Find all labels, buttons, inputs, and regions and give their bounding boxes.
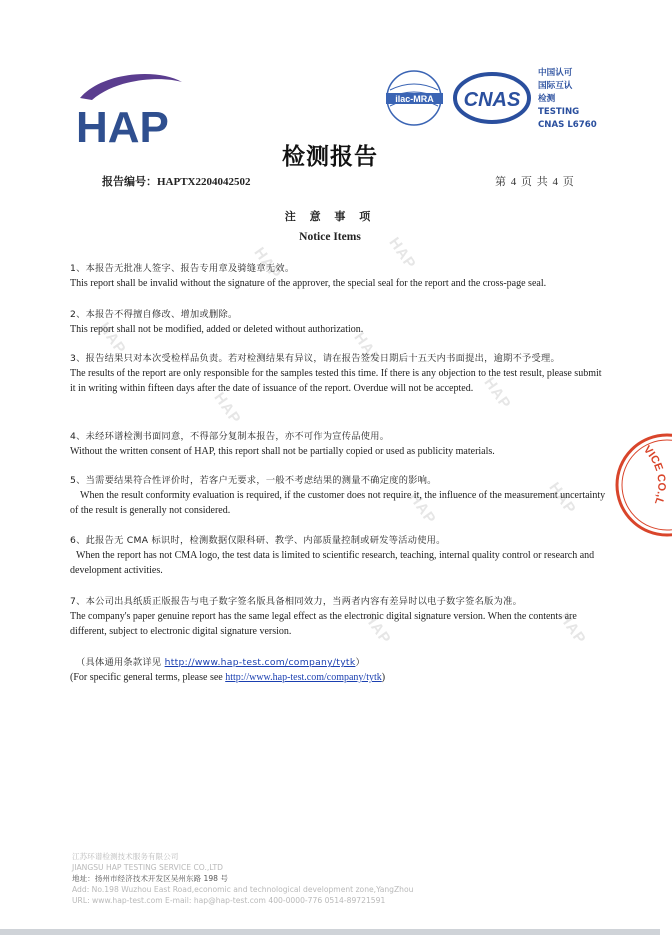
terms-link[interactable]: http://www.hap-test.com/company/tytk xyxy=(225,672,382,683)
notice-item-2 xyxy=(70,307,608,337)
notice-item-en: This report shall be invalid without the signature of the approver, the special seal for the report and the cross-page seal. xyxy=(70,278,547,289)
notice-item-7 xyxy=(70,594,608,639)
cross-page-seal xyxy=(612,430,672,540)
notice-item-cn: 4、未经环谱检测书面同意，不得部分复制本报告，亦不可作为宣传品使用。 xyxy=(70,431,390,442)
notice-item-en: When the result conformity evaluation is required, if the customer does not require it, the influence of the measurement uncertainty of the result is generally not considered. xyxy=(70,490,606,516)
notice-item-4 xyxy=(70,429,608,459)
terms-text: ） xyxy=(355,657,365,668)
general-terms-en xyxy=(70,670,608,685)
terms-text: （具体通用条款详见 xyxy=(76,657,165,668)
watermark: HAP xyxy=(210,389,245,428)
svg-text:CNAS: CNAS xyxy=(463,89,521,111)
cnas-line: TESTING xyxy=(538,106,580,117)
notice-heading-cn: 注 意 事 项 xyxy=(284,210,376,223)
general-terms xyxy=(70,655,608,685)
report-number: 报告编号：HAPTX2204042502 xyxy=(102,176,251,188)
terms-link[interactable]: http://www.hap-test.com/company/tytk xyxy=(164,657,356,668)
watermark: HAP xyxy=(250,244,285,283)
watermark: HAP xyxy=(545,479,580,518)
footer xyxy=(72,851,413,906)
accreditation-logos xyxy=(384,68,534,130)
footer-contact: URL: www.hap-test.com E-mail: hap@hap-test.com 400-0000-776 0514-89721591 xyxy=(72,896,386,905)
ilac-mra-logo xyxy=(386,71,443,125)
svg-text:VICE CO.,L: VICE CO.,L xyxy=(640,443,668,507)
notice-item-3 xyxy=(70,351,608,396)
watermark: HAP xyxy=(480,374,515,413)
svg-text:HAP: HAP xyxy=(76,103,169,152)
cnas-logo xyxy=(455,74,529,122)
notice-heading-en: Notice Items xyxy=(299,231,361,243)
cnas-line: 检测 xyxy=(538,93,556,104)
terms-text: (For specific general terms, please see xyxy=(70,672,226,683)
terms-text: ) xyxy=(381,672,386,683)
notice-item-cn: 2、本报告不得擅自修改、增加或删除。 xyxy=(70,309,238,320)
notice-item-en: The results of the report are only responsible for the samples tested this time. If there is any objection to the test result, please submit it in writing within fifteen days after the date of issuance of the report. Overdue will not be accepted. xyxy=(70,368,602,394)
notice-item-cn: 5、当需要结果符合性评价时，若客户无要求，一般不考虑结果的测量不确定度的影响。 xyxy=(70,475,437,486)
footer-address-cn: 地址：扬州市经济技术开发区吴州东路 198 号 xyxy=(72,874,229,883)
notice-item-en: When the report has not CMA logo, the test data is limited to scientific research, teaching, internal quality control or research and development activities. xyxy=(70,550,595,576)
notice-item-cn: 3、报告结果只对本次受检样品负责。若对检测结果有异议，请在报告签发日期后十五天内书面提出，逾期不予受理。 xyxy=(70,353,561,364)
watermark: HAP xyxy=(385,234,420,273)
notice-item-en: Without the written consent of HAP, this report shall not be partially copied or used as publicity materials. xyxy=(70,446,495,457)
footer-company-cn: 江苏环谱检测技术服务有限公司 xyxy=(72,852,179,861)
cnas-line: CNAS L6760 xyxy=(538,119,597,130)
notice-item-6 xyxy=(70,533,608,578)
notice-item-1 xyxy=(70,261,608,291)
notice-item-cn: 7、本公司出具纸质正版报告与电子数字签名版具备相同效力，当两者内容有差异时以电子数字签名版为准。 xyxy=(70,596,523,607)
page-indicator: 第 4 页 共 4 页 xyxy=(495,176,574,188)
cnas-line: 国际互认 xyxy=(538,80,573,91)
watermark: HAP xyxy=(405,489,440,528)
footer-company-en: JIANGSU HAP TESTING SERVICE CO.,LTD xyxy=(72,863,223,872)
notice-item-en: This report shall not be modified, added or deleted without authorization. xyxy=(70,324,364,335)
report-title: 检测报告 xyxy=(282,144,378,170)
watermark: HAP xyxy=(95,319,130,358)
watermark: HAP xyxy=(360,609,395,648)
notice-item-5 xyxy=(70,473,608,518)
notice-item-cn: 1、本报告无批准人签字、报告专用章及骑缝章无效。 xyxy=(70,263,295,274)
cnas-accreditation-text xyxy=(538,67,597,132)
general-terms-cn xyxy=(70,655,608,670)
svg-text:ilac-MRA: ilac-MRA xyxy=(395,94,434,104)
footer-address-en: Add: No.198 Wuzhou East Road,economic and technological development zone,YangZhou xyxy=(72,885,414,894)
notice-item-en: The company's paper genuine report has the same legal effect as the electronic digital signature version. When the contents are different, subject to electronic digital signature version. xyxy=(70,611,577,637)
bottom-bar xyxy=(0,929,660,935)
cnas-line: 中国认可 xyxy=(538,68,573,78)
watermark: HAP xyxy=(555,609,590,648)
watermark: HAP xyxy=(350,329,385,368)
notice-item-cn: 6、此报告无 CMA 标识时，检测数据仅限科研、教学、内部质量控制或研发等活动使用。 xyxy=(70,535,446,546)
